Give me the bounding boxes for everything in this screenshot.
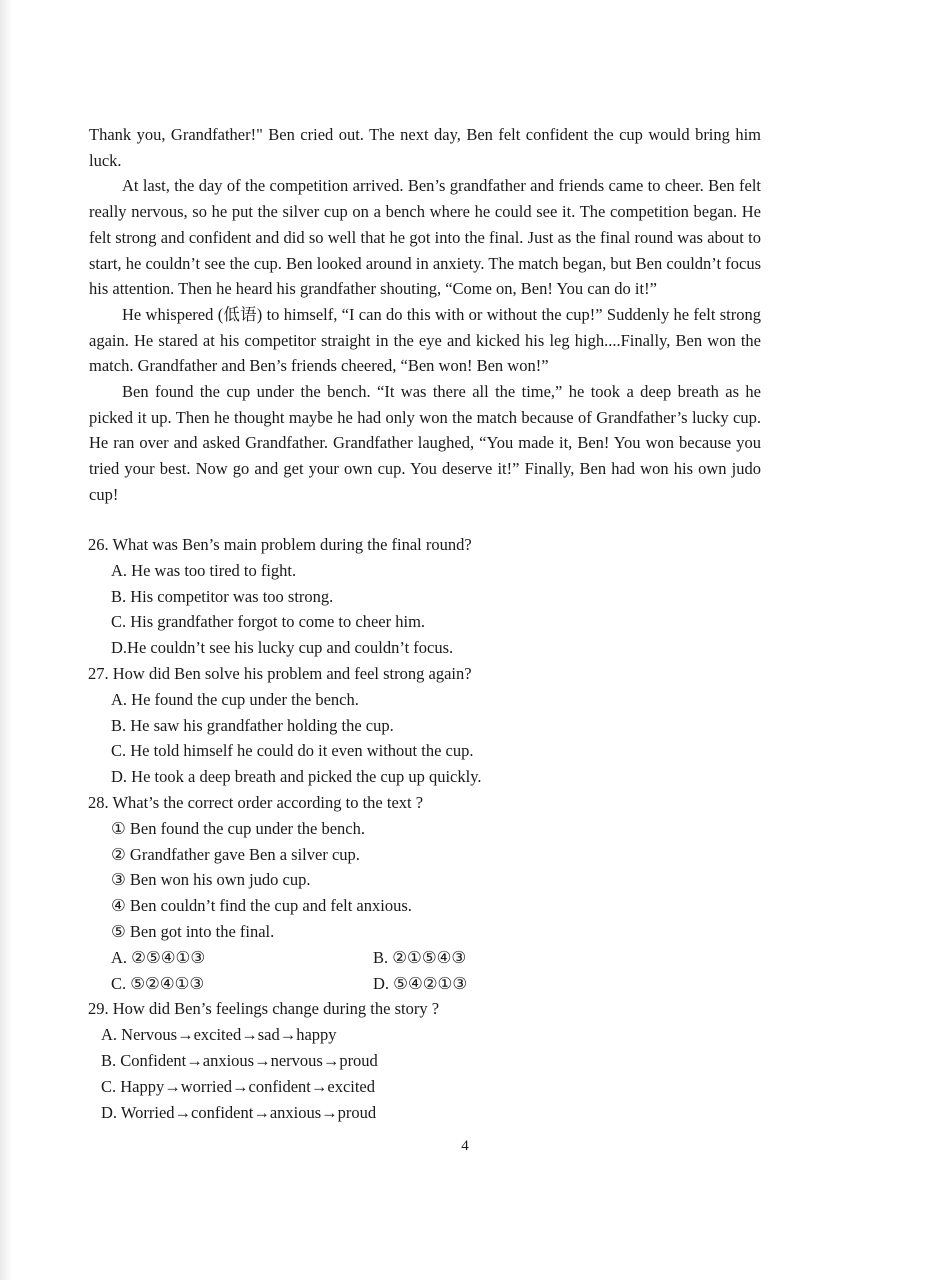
option-c: C. His grandfather forgot to come to cheer him.: [111, 612, 426, 632]
passage-paragraph-3: He whispered (低语) to himself, “I can do this with or without the cup!” Suddenly he felt strong again. He stared at his competitor straight in the eye and kicked his leg high....Finally, Ben won the match. Grandfather and Ben’s friends cheered, “Ben won! Ben won!”: [89, 304, 761, 376]
question-27: [88, 661, 768, 790]
option-d: D.He couldn’t see his lucky cup and couldn’t focus.: [111, 638, 454, 658]
option-b: B. Confident→anxious→nervous→proud: [101, 1050, 378, 1070]
event-list: [88, 816, 768, 945]
page-number: 4: [461, 1138, 469, 1154]
option-b: B. ②①⑤④③: [373, 947, 467, 967]
question-28: [88, 790, 768, 996]
answer-options: [88, 558, 768, 661]
option-row: [111, 945, 768, 971]
option-row: [111, 971, 768, 997]
passage-paragraph-1: Thank you, Grandfather!" Ben cried out. The next day, Ben felt confident the cup would bring him luck.: [89, 125, 761, 170]
option-d: D. Worried→confident→anxious→proud: [101, 1102, 377, 1122]
question-29: [88, 996, 768, 1125]
question-list: [88, 532, 768, 1125]
passage-paragraph-2: At last, the day of the competition arrived. Ben’s grandfather and friends came to cheer. Ben felt really nervous, so he put the silver cup on a bench where he could see it. The competition began. He felt strong and confident and did so well that he got into the final. Just as the final round was about to start, he couldn’t see the cup. Ben looked around in anxiety. The match began, but Ben couldn’t focus his attention. Then he heard his grandfather shouting, “Come on, Ben! You can do it!”: [89, 176, 761, 299]
event-item: ① Ben found the cup under the bench.: [111, 818, 365, 838]
option-a: A. He was too tired to fight.: [111, 560, 297, 580]
option-b: B. He saw his grandfather holding the cup.: [111, 715, 394, 735]
answer-options: [88, 687, 768, 790]
event-item: ④ Ben couldn’t find the cup and felt anxious.: [111, 896, 412, 916]
event-item: ⑤ Ben got into the final.: [111, 921, 275, 941]
question-stem: 27. How did Ben solve his problem and feel strong again?: [88, 663, 472, 683]
question-26: [88, 532, 768, 661]
passage-paragraph-4: Ben found the cup under the bench. “It was there all the time,” he took a deep breath as he picked it up. Then he thought maybe he had only won the match because of Grandfather’s lucky cup. He ran over and asked Grandfather. Grandfather laughed, “You made it, Ben! You won because you tried your best. Now go and get your own cup. You deserve it!” Finally, Ben had won his own judo cup!: [89, 382, 761, 504]
answer-options: [88, 945, 768, 997]
option-b: B. His competitor was too strong.: [111, 586, 334, 606]
option-c: C. ⑤②④①③: [111, 973, 205, 993]
option-a: A. ②⑤④①③: [111, 947, 206, 967]
option-a: A. He found the cup under the bench.: [111, 689, 359, 709]
question-stem: 28. What’s the correct order according to the text ?: [88, 792, 424, 812]
event-item: ③ Ben won his own judo cup.: [111, 870, 311, 890]
answer-options: [88, 1022, 768, 1125]
page-edge-shadow: [0, 0, 12, 1280]
option-d: D. He took a deep breath and picked the cup up quickly.: [111, 767, 482, 787]
option-a: A. Nervous→excited→sad→happy: [101, 1025, 337, 1045]
option-c: C. He told himself he could do it even without the cup.: [111, 741, 474, 761]
event-item: ② Grandfather gave Ben a silver cup.: [111, 844, 360, 864]
option-c: C. Happy→worried→confident→excited: [101, 1076, 376, 1096]
question-stem: 29. How did Ben’s feelings change during the story ?: [88, 999, 440, 1019]
reading-passage: [89, 122, 761, 508]
option-d: D. ⑤④②①③: [373, 973, 468, 993]
question-stem: 26. What was Ben’s main problem during the final round?: [88, 535, 472, 554]
